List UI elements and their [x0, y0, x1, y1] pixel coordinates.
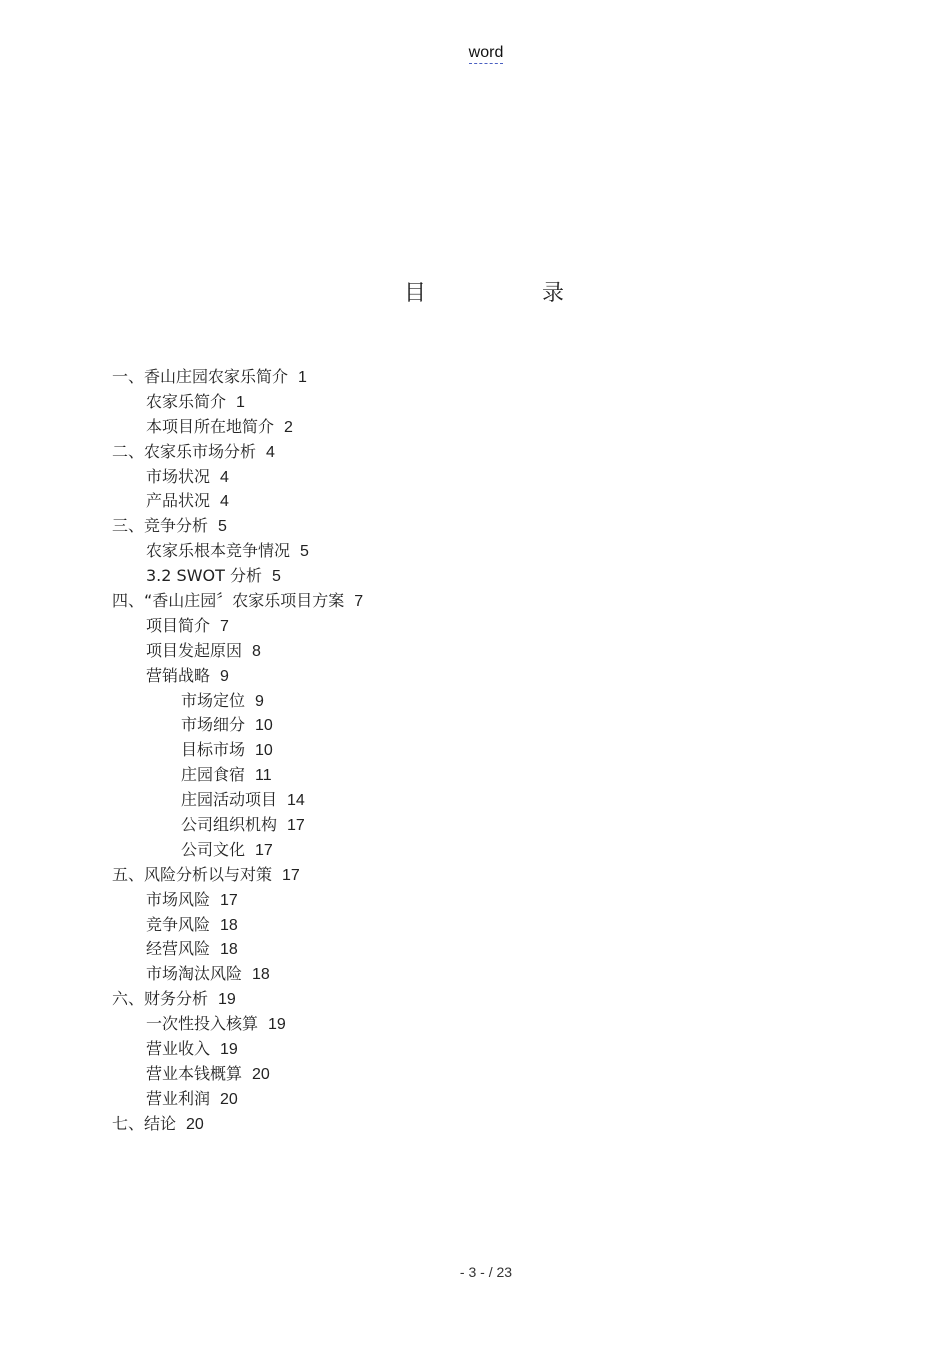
toc-entry[interactable]	[0, 689, 950, 714]
toc-entry-label: 经营风险	[146, 939, 211, 959]
toc-entry[interactable]	[0, 713, 950, 738]
toc-entry[interactable]	[0, 390, 950, 415]
toc-entry[interactable]	[0, 639, 950, 664]
toc-entry[interactable]	[0, 1012, 950, 1037]
toc-entry[interactable]	[0, 365, 950, 390]
toc-entry[interactable]	[0, 465, 950, 490]
page-footer	[0, 1264, 950, 1280]
toc-entry-page: 18	[220, 916, 238, 934]
toc-entry-page: 10	[255, 742, 273, 760]
table-of-contents	[0, 365, 950, 1137]
toc-entry-page: 5	[271, 568, 281, 586]
toc-entry-page: 7	[354, 593, 364, 611]
toc-entry-page: 19	[218, 991, 236, 1009]
toc-entry-page: 19	[268, 1016, 286, 1034]
toc-entry[interactable]	[0, 614, 950, 639]
toc-entry-page: 4	[220, 468, 229, 486]
toc-entry[interactable]	[0, 440, 950, 465]
toc-entry-page: 11	[255, 767, 272, 785]
toc-entry[interactable]	[0, 738, 950, 763]
toc-entry-label: 三、竞争分析	[112, 516, 209, 536]
toc-entry-label: 产品状况	[146, 491, 211, 511]
toc-entry-label: 一次性投入核算	[146, 1014, 259, 1034]
toc-entry-page: 14	[287, 792, 305, 810]
toc-entry-page: 17	[220, 891, 238, 909]
toc-entry-page: 19	[220, 1041, 238, 1059]
toc-entry[interactable]	[0, 838, 950, 863]
toc-entry-label: 市场风险	[146, 889, 211, 909]
toc-entry-page: 17	[287, 817, 305, 835]
toc-entry-page: 2	[284, 418, 293, 436]
toc-entry-page: 7	[220, 617, 229, 635]
toc-entry-page: 17	[255, 841, 273, 859]
toc-entry-page: 9	[255, 692, 264, 710]
toc-entry-label: 项目发起原因	[146, 640, 243, 660]
toc-entry[interactable]	[0, 415, 950, 440]
toc-entry[interactable]	[0, 913, 950, 938]
toc-entry-label: 市场状况	[146, 466, 211, 486]
toc-entry[interactable]	[0, 1062, 950, 1087]
toc-title-char-1: 目	[404, 281, 427, 306]
toc-entry-page: 4	[266, 443, 275, 461]
toc-entry-page: 5	[300, 543, 309, 561]
toc-entry-label: 六、财务分析	[112, 989, 209, 1009]
toc-entry-label: 五、风险分析以与对策	[112, 864, 273, 884]
toc-entry[interactable]	[0, 1037, 950, 1062]
toc-entry[interactable]	[0, 1112, 950, 1137]
toc-entry-page: 1	[236, 393, 245, 411]
toc-entry-label: 本项目所在地简介	[146, 416, 275, 436]
page-number: - 3 - / 23	[459, 1264, 513, 1280]
toc-entry[interactable]	[0, 589, 950, 614]
toc-entry-label: 公司文化	[181, 839, 246, 859]
toc-entry-label: 市场细分	[181, 715, 246, 735]
toc-title-char-2: 录	[541, 281, 564, 306]
toc-entry-label: 营业本钱概算	[146, 1063, 243, 1083]
toc-entry-page: 20	[186, 1115, 204, 1133]
toc-entry-page: 8	[252, 642, 261, 660]
toc-entry[interactable]	[0, 514, 950, 539]
toc-entry[interactable]	[0, 1087, 950, 1112]
toc-entry-label: 项目简介	[146, 615, 211, 635]
toc-entry[interactable]	[0, 962, 950, 987]
toc-entry[interactable]	[0, 664, 950, 689]
toc-entry-label: 竞争风险	[146, 914, 211, 934]
toc-entry-label: 四、“香山庄园〞农家乐项目方案	[112, 591, 345, 611]
toc-entry[interactable]	[0, 539, 950, 564]
toc-entry-page: 4	[220, 493, 229, 511]
toc-entry-page: 10	[255, 717, 273, 735]
toc-entry[interactable]	[0, 813, 950, 838]
toc-entry[interactable]	[0, 489, 950, 514]
toc-entry-page: 20	[220, 1090, 238, 1108]
toc-entry[interactable]	[0, 763, 950, 788]
toc-entry[interactable]	[0, 564, 950, 589]
toc-entry-label: 庄园食宿	[181, 765, 246, 785]
toc-entry-page: 5	[218, 518, 227, 536]
header-word	[0, 44, 950, 64]
toc-entry-label: 营业收入	[146, 1039, 211, 1059]
toc-entry-label: 市场淘汰风险	[146, 964, 243, 984]
toc-title	[404, 276, 564, 307]
toc-entry-label: 营业利润	[146, 1088, 211, 1108]
toc-entry[interactable]	[0, 863, 950, 888]
toc-entry-page: 17	[282, 866, 300, 884]
toc-entry-label: 农家乐根本竞争情况	[146, 541, 291, 561]
toc-entry-label: 营销战略	[146, 665, 211, 685]
toc-entry-label: 3.2 SWOT 分析	[146, 566, 262, 586]
toc-entry-page: 1	[298, 369, 307, 386]
header-word-text: word	[469, 44, 504, 64]
toc-entry-page: 9	[220, 667, 229, 685]
toc-entry-label: 二、农家乐市场分析	[112, 441, 257, 461]
toc-entry[interactable]	[0, 788, 950, 813]
toc-entry-label: 市场定位	[181, 690, 246, 710]
toc-entry-page: 18	[252, 966, 270, 984]
toc-entry-page: 18	[220, 941, 238, 959]
toc-entry-label: 农家乐简介	[146, 391, 227, 411]
toc-entry[interactable]	[0, 888, 950, 913]
toc-entry[interactable]	[0, 987, 950, 1012]
toc-entry-label: 庄园活动项目	[181, 790, 278, 810]
toc-entry[interactable]	[0, 937, 950, 962]
toc-entry-label: 一、香山庄园农家乐简介	[112, 367, 289, 386]
toc-entry-label: 七、结论	[112, 1113, 177, 1133]
toc-entry-label: 公司组织机构	[181, 815, 278, 835]
toc-entry-label: 目标市场	[181, 740, 246, 760]
toc-entry-page: 20	[252, 1065, 270, 1083]
